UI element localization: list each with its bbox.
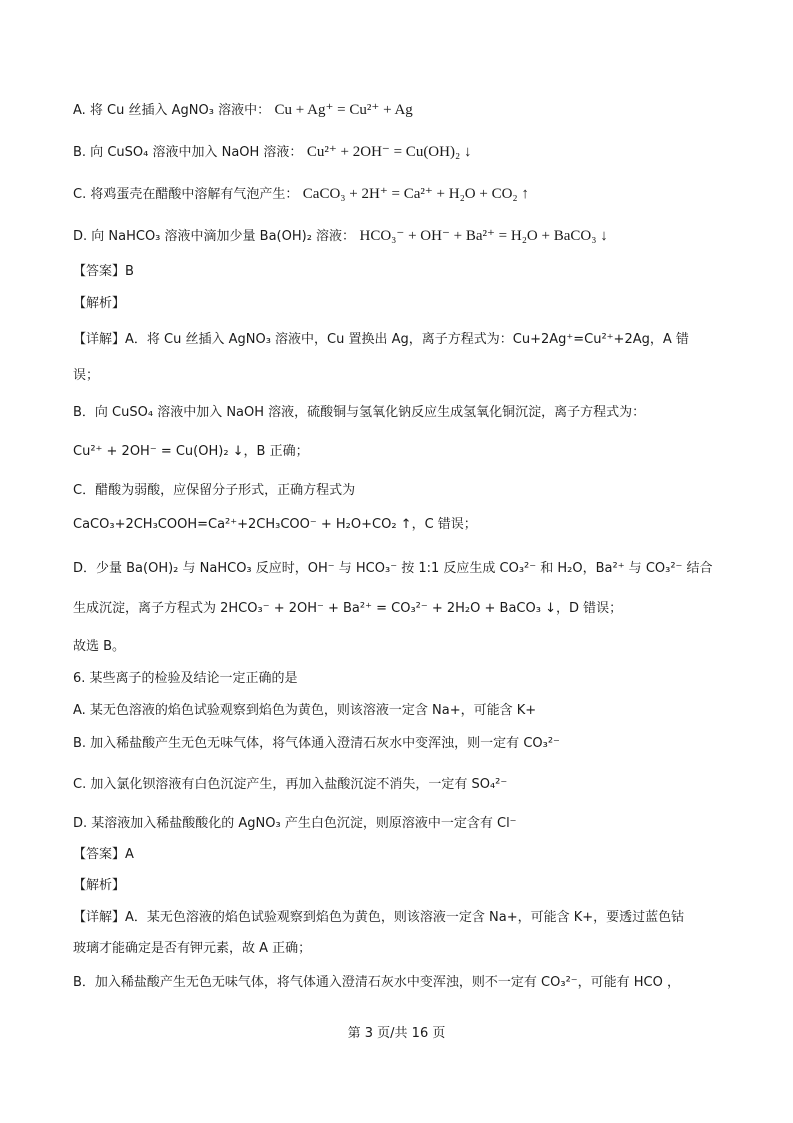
explanation-line: D．少量 Ba(OH)₂ 与 NaHCO₃ 反应时，OH⁻ 与 HCO₃⁻ 按 1:1 反应生成 CO₃²⁻ 和 H₂O，Ba²⁺ 与 CO₃²⁻ 结合	[73, 561, 713, 576]
option-c-formula: CaCO₃ + 2H⁺ = Ca²⁺ + H₂O + CO₂ ↑	[302, 186, 529, 202]
option-a-formula: Cu + Ag⁺ = Cu²⁺ + Ag	[274, 102, 413, 118]
page-footer: 第 3 页/共 16 页	[347, 1026, 446, 1041]
answer-label: 【答案】B	[73, 264, 134, 279]
explanation-line: 误；	[73, 368, 100, 383]
explanation-line: B．向 CuSO₄ 溶液中加入 NaOH 溶液，硫酸铜与氢氧化钠反应生成氢氧化铜沉淀，离子方程式为：	[73, 405, 646, 420]
option-b-formula: Cu²⁺ + 2OH⁻ = Cu(OH)₂ ↓	[306, 144, 472, 160]
option-d-formula: HCO₃⁻ + OH⁻ + Ba²⁺ = H₂O + BaCO₃ ↓	[359, 228, 608, 244]
analysis-label: 【解析】	[73, 878, 126, 893]
question-6-title: 6. 某些离子的检验及结论一定正确的是	[73, 671, 298, 686]
question-6-option-a: A. 某无色溶液的焰色试验观察到焰色为黄色，则该溶液一定含 Na+，可能含 K+	[73, 703, 537, 718]
explanation-line: 生成沉淀，离子方程式为 2HCO₃⁻ + 2OH⁻ + Ba²⁺ = CO₃²⁻ + 2H₂O + BaCO₃ ↓，D 错误；	[73, 601, 623, 616]
option-c	[73, 184, 733, 205]
explanation-line: 玻璃才能确定是否有钾元素，故 A 正确；	[73, 941, 312, 956]
explanation-line: 【详解】A．将 Cu 丝插入 AgNO₃ 溶液中，Cu 置换出 Ag，离子方程式为：Cu+2Ag⁺=Cu²⁺+2Ag，A 错	[73, 332, 689, 347]
question-6-option-b: B. 加入稀盐酸产生无色无味气体，将气体通入澄清石灰水中变浑浊，则一定有 CO₃²⁻	[73, 736, 560, 751]
option-a-text: A. 将 Cu 丝插入 AgNO₃ 溶液中：	[73, 103, 271, 118]
explanation-line: 【详解】A．某无色溶液的焰色试验观察到焰色为黄色，则该溶液一定含 Na+，可能含 K+，要透过蓝色钴	[73, 910, 685, 925]
answer-label: 【答案】A	[73, 847, 134, 862]
conclusion-line: 故选 B。	[73, 639, 126, 654]
option-b-text: B. 向 CuSO₄ 溶液中加入 NaOH 溶液：	[73, 145, 303, 160]
option-b	[73, 142, 733, 163]
explanation-line: Cu²⁺ + 2OH⁻ = Cu(OH)₂ ↓，B 正确；	[73, 444, 309, 459]
explanation-line: CaCO₃+2CH₃COOH=Ca²⁺+2CH₃COO⁻ + H₂O+CO₂ ↑，C 错误；	[73, 517, 477, 532]
question-6-option-c: C. 加入氯化钡溶液有白色沉淀产生，再加入盐酸沉淀不消失，一定有 SO₄²⁻	[73, 777, 508, 792]
question-6-option-d: D. 某溶液加入稀盐酸酸化的 AgNO₃ 产生白色沉淀，则原溶液中一定含有 Cl⁻	[73, 816, 517, 831]
option-d-text: D. 向 NaHCO₃ 溶液中滴加少量 Ba(OH)₂ 溶液：	[73, 229, 356, 244]
option-a	[73, 100, 733, 121]
explanation-line: B．加入稀盐酸产生无色无味气体，将气体通入澄清石灰水中变浑浊，则不一定有 CO₃²⁻，可能有 HCO ，	[73, 975, 680, 990]
analysis-label: 【解析】	[73, 296, 126, 311]
option-c-text: C. 将鸡蛋壳在醋酸中溶解有气泡产生：	[73, 187, 299, 202]
option-d	[73, 226, 733, 247]
explanation-line: C．醋酸为弱酸，应保留分子形式，正确方程式为	[73, 483, 356, 498]
